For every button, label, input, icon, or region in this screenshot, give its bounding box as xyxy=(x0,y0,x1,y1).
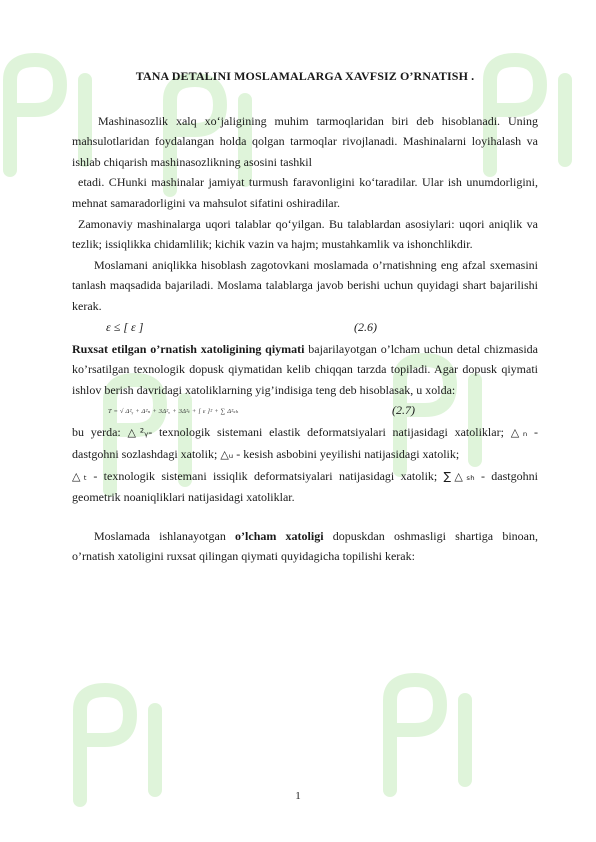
paragraph-definitions xyxy=(72,422,538,465)
paragraph-intro: Mashinasozlik xalq xo‘jaligining muhim tarmoqlaridan biri deb hisoblanadi. Uning mahsulotlaridan foydalangan holda qolgan tarmoqlar rivojlanadi. Mashinalarni loyihalash va ishlab chiqarish mashinasozlikning asosini tashkil xyxy=(72,113,538,169)
equation-number: (2.7) xyxy=(392,403,415,418)
paragraph-text: Moslamada ishlanayotgan xyxy=(94,528,236,543)
delta-symbol: △ₜ xyxy=(72,469,88,483)
paragraph-text: bajarilayotgan o’lcham uchun detal chizmasida ko’rsatilgan texnologik dopusk qiymatidan kelib chiqqan tarzda topiladi. Agar dopusk qiymati ishlov berish davridagi xatoliklarning yig’indisiga teng deb hisoblasak, u xolda: xyxy=(72,341,538,397)
watermark-logo-icon xyxy=(370,660,490,810)
definition-text: - texnologik sistemani elastik deformatsiyalari natijasidagi xatoliklar; xyxy=(148,425,504,440)
paragraph-requirements: Zamonaviy mashinalarga uqori talablar qo‘yilgan. Bu talablardan asosiylari: uqori aniqlik va tezlik; issiqlikka chidamlilik; kichik vazin va hajm; mustahkamlik va ishonchlikdir. xyxy=(72,216,538,252)
equation-formula: ε ≤ [ ε ] xyxy=(106,319,144,334)
paragraph-calculation: Moslamani aniqlikka hisoblash zagotovkani moslamada o’rnatishning eng afzal sxemasini tanlash maqsadida bajariladi. Moslama talablarga javob berishi uchun quyidagi shart bajarilishi kerak. xyxy=(72,257,538,313)
delta-symbol: △ₙ xyxy=(510,426,528,440)
equation-formula: T = √ Δ²ᵧ + Δ²ₙ + 3Δ²ᵤ + 3Δ²ₜ + [ ε ]² + ∑ Δ²ₛₕ xyxy=(108,408,239,416)
document-body xyxy=(72,66,538,567)
bold-term: Ruxsat etilgan o’rnatish xatoligining qiymati xyxy=(72,341,305,356)
page-number: 1 xyxy=(295,790,301,802)
paragraph-dimension-error xyxy=(72,526,538,567)
equation-2-7 xyxy=(72,400,538,422)
paragraph-definitions-continued xyxy=(72,466,538,508)
paragraph-text: dopuskdan oshmasligi shartiga binoan, o’rnatish xatoligini ruxsat qilingan qiymati quyidagicha topilishi kerak: xyxy=(72,528,538,564)
page-title: TANA DETALINI MOSLAMALARGA XAVFSIZ O’RNATISH . xyxy=(135,69,475,83)
paragraph-allowed-error xyxy=(72,339,538,401)
delta-symbol: △ᵤ xyxy=(220,447,234,461)
sum-delta-symbol: ∑△ₛₕ xyxy=(443,469,475,483)
definition-text: - dastgohni geometrik noaniqliklari natijasidagi xatoliklar. xyxy=(72,468,538,505)
definition-lead: bu yerda: xyxy=(72,425,128,440)
paragraph-intro-continued: etadi. CHunki mashinalar jamiyat turmush faravonligini ko‘taradilar. Ular ish unumdorligini, mehnat samaradorligini va mahsulot sifatini oshiradilar. xyxy=(72,175,538,210)
definition-text: - texnologik sistemani issiqlik deformatsiyalari natijasidagi xatolik; xyxy=(87,468,444,483)
equation-number: (2.6) xyxy=(354,319,377,334)
equation-2-6 xyxy=(72,317,538,339)
definition-text: - kesish asbobini yeyilishi natijasidagi xatolik; xyxy=(233,446,460,461)
delta-symbol: △²ᵧ xyxy=(127,426,149,440)
definition-text: - dastgohni sozlashdagi xatolik; xyxy=(72,425,539,461)
bold-term: o’lcham xatoligi xyxy=(235,528,324,543)
